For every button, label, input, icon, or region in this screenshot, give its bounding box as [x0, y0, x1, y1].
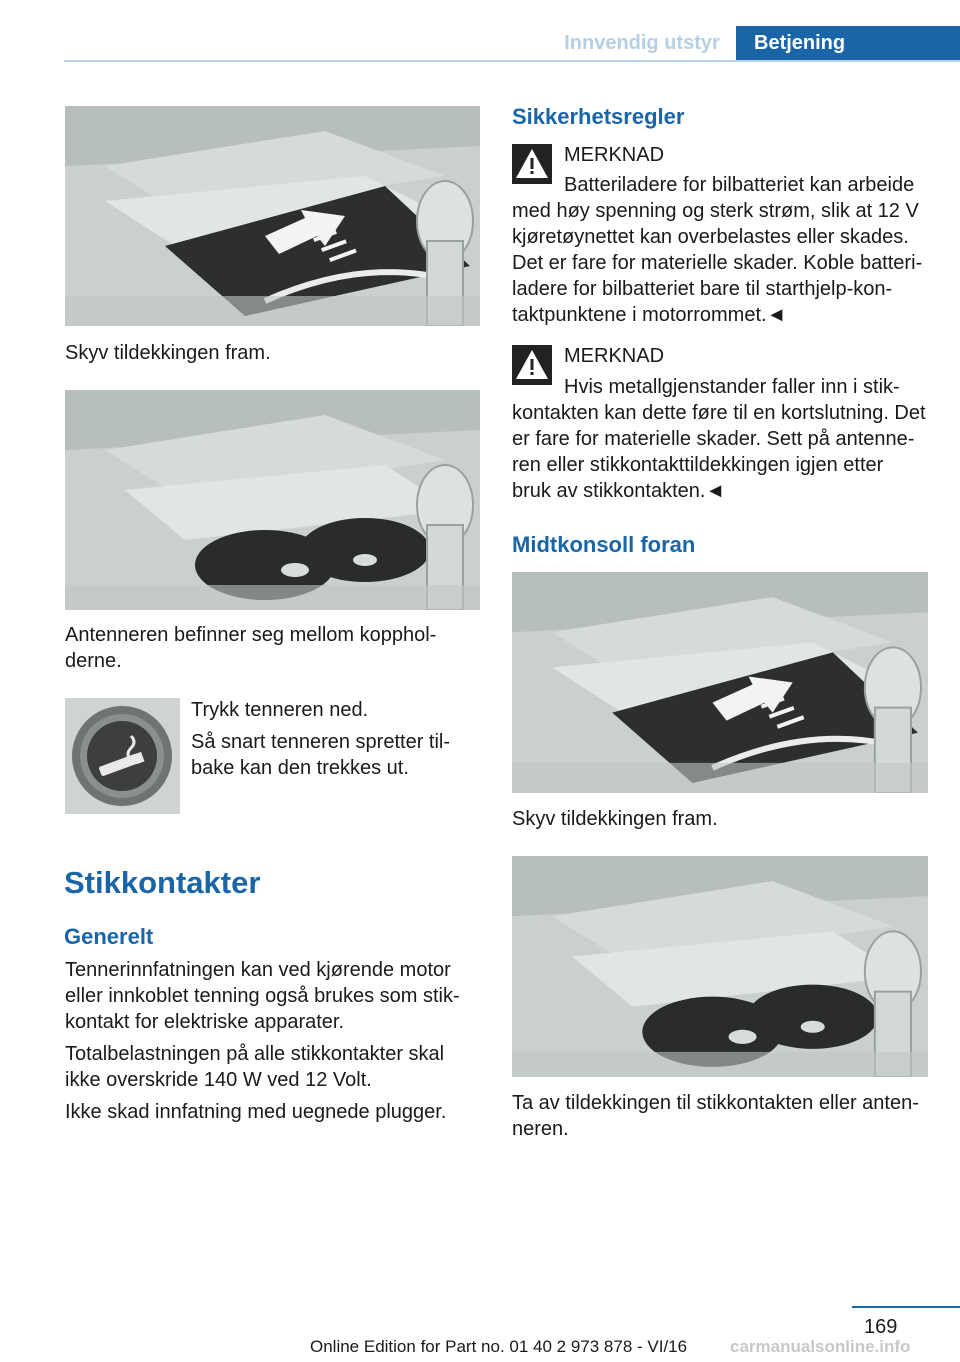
header-rule: [64, 60, 960, 62]
para-socket-3: kontakt for elektriske apparater.: [65, 1011, 345, 1033]
caption-push-cover-front: Skyv tildekkingen fram.: [512, 808, 718, 830]
para-load-2: ikke overskride 140 W ved 12 Volt.: [65, 1069, 372, 1091]
cigarette-lighter-icon: [65, 698, 180, 814]
subheading-generelt: Generelt: [64, 924, 154, 949]
header-tab-betjening[interactable]: Betjening: [736, 26, 960, 62]
page-number: 169: [864, 1316, 898, 1338]
caption-antenna-location-l1: Antenneren befinner seg mellom kopphol-: [65, 624, 437, 646]
figure-cup-holders: [65, 390, 480, 610]
watermark: carmanualsonline.info: [730, 1337, 911, 1356]
warning-triangle-icon: [512, 345, 552, 385]
para-plug-warning: Ikke skad innfatning med uegnede plugger.: [65, 1101, 447, 1123]
para-load-1: Totalbelastningen på alle stikkontakter skal: [65, 1043, 445, 1065]
note2-line1: Hvis metallgjenstander faller inn i stik-: [564, 376, 900, 398]
figure-cup-holders-front: [512, 856, 928, 1077]
note2-line5: bruk av stikkontakten.◄: [512, 480, 726, 502]
note2-label: MERKNAD: [564, 345, 665, 367]
note1-line4: Det er fare for materielle skader. Koble batteri-: [512, 252, 923, 274]
edition-text: Online Edition for Part no. 01 40 2 973 878 - VI/16: [310, 1337, 688, 1356]
figure-console-cover-arrow: [65, 106, 480, 326]
lighter-popout-text-l2: bake kan den trekkes ut.: [191, 757, 409, 779]
note1-line5: ladere for bilbatteriet bare til starthjelp-kon-: [512, 278, 893, 300]
figure-console-cover-arrow-front: [512, 572, 928, 793]
note1-line1: Batteriladere for bilbatteriet kan arbeide: [564, 174, 915, 196]
note1-label: MERKNAD: [564, 144, 665, 166]
lighter-popout-text-l1: Så snart tenneren spretter til-: [191, 731, 451, 753]
header-section-title: Innvendig utstyr: [564, 32, 720, 54]
note2-line3: er fare for materielle skader. Sett på antenne-: [512, 428, 915, 450]
caption-remove-cover-l1: Ta av tildekkingen til stikkontakten eller anten-: [512, 1092, 919, 1114]
caption-push-cover: Skyv tildekkingen fram.: [65, 342, 271, 364]
heading-sikkerhetsregler: Sikkerhetsregler: [512, 104, 685, 129]
note2-line2: kontakten kan dette føre til en kortslutning. Det: [512, 402, 926, 424]
caption-antenna-location-l2: derne.: [65, 650, 122, 672]
footer-rule: [852, 1306, 960, 1308]
caption-remove-cover-l2: neren.: [512, 1118, 569, 1140]
heading-stikkontakter: Stikkontakter: [64, 865, 261, 900]
warning-triangle-icon: [512, 144, 552, 184]
note1-line6: taktpunktene i motorrommet.◄: [512, 304, 787, 326]
para-socket-2: eller innkoblet tenning også brukes som stik-: [65, 985, 460, 1007]
subheading-midtkonsoll-foran: Midtkonsoll foran: [512, 532, 696, 557]
note1-line2: med høy spenning og sterk strøm, slik at 12 V: [512, 200, 919, 222]
note2-line4: ren eller stikkontakttildekkingen igjen etter: [512, 454, 884, 476]
lighter-press-text: Trykk tenneren ned.: [191, 699, 369, 721]
note1-line3: kjøretøynettet kan overbelastes eller skades.: [512, 226, 909, 248]
para-socket-1: Tennerinnfatningen kan ved kjørende motor: [65, 959, 451, 981]
